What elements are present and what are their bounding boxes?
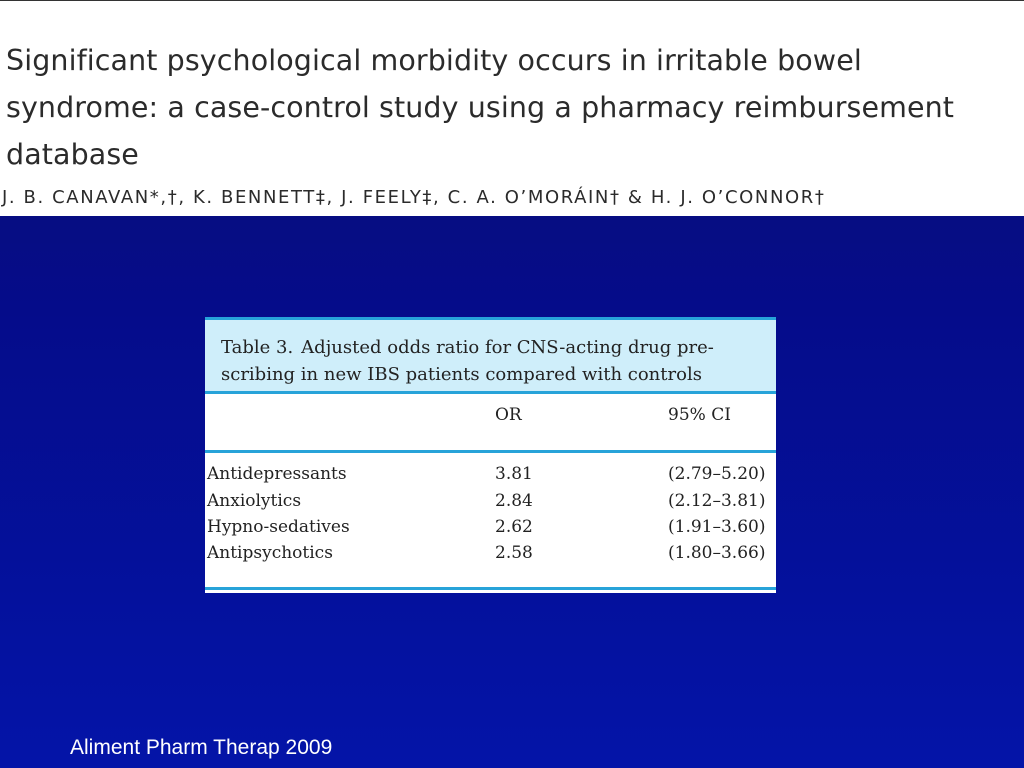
article-title-line: database bbox=[6, 138, 139, 171]
column-header-ci: 95% CI bbox=[668, 405, 731, 425]
table-rule-bottom bbox=[205, 587, 776, 590]
table-caption-line-1 bbox=[221, 334, 761, 361]
drug-name: Antipsychotics bbox=[207, 543, 333, 563]
odds-ratio: 2.58 bbox=[495, 543, 533, 563]
article-authors: J. B. CANAVAN*,†, K. BENNETT‡, J. FEELY‡, C. A. O’MORÁIN† & H. J. O’CONNOR† bbox=[2, 187, 826, 208]
table-caption-text: Adjusted odds ratio for CNS-acting drug pre- bbox=[301, 337, 714, 358]
odds-ratio: 3.81 bbox=[495, 464, 533, 484]
article-title bbox=[6, 37, 1024, 178]
odds-ratio: 2.62 bbox=[495, 517, 533, 537]
table-caption bbox=[221, 334, 761, 388]
table-row bbox=[205, 491, 776, 517]
odds-ratio: 2.84 bbox=[495, 491, 533, 511]
citation: Aliment Pharm Therap 2009 bbox=[70, 736, 333, 759]
table-rule-middle bbox=[205, 450, 776, 453]
drug-name: Hypno-sedatives bbox=[207, 517, 350, 537]
confidence-interval: (2.12–3.81) bbox=[668, 491, 766, 511]
column-header-or: OR bbox=[495, 405, 522, 425]
article-title-line: syndrome: a case-control study using a pharmacy reimbursement bbox=[6, 91, 955, 124]
confidence-interval: (1.91–3.60) bbox=[668, 517, 766, 537]
odds-ratio-table bbox=[205, 317, 776, 593]
table-caption-line-2: scribing in new IBS patients compared with controls bbox=[221, 364, 702, 385]
confidence-interval: (1.80–3.66) bbox=[668, 543, 766, 563]
table-caption-band bbox=[205, 317, 776, 394]
table-row bbox=[205, 464, 776, 490]
table-number: Table 3. bbox=[221, 337, 294, 358]
article-title-line: Significant psychological morbidity occurs in irritable bowel bbox=[6, 44, 862, 77]
table-row bbox=[205, 517, 776, 543]
table-row bbox=[205, 543, 776, 569]
confidence-interval: (2.79–5.20) bbox=[668, 464, 766, 484]
drug-name: Anxiolytics bbox=[207, 491, 302, 511]
article-header bbox=[0, 0, 1024, 216]
drug-name: Antidepressants bbox=[207, 464, 347, 484]
